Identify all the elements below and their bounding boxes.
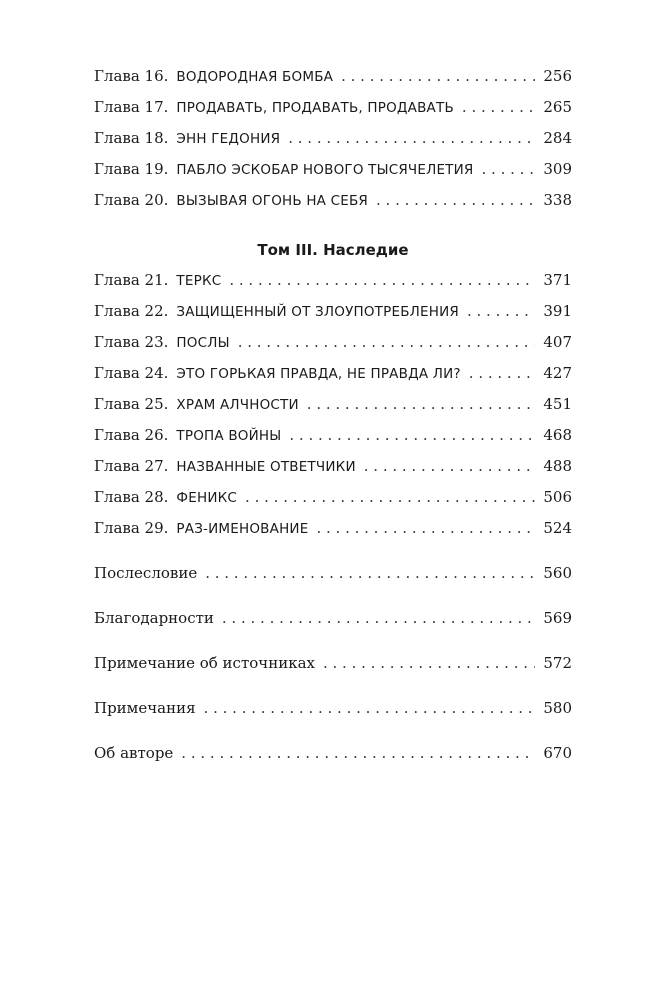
page-number: 569: [543, 609, 572, 627]
dot-leader: [307, 394, 536, 414]
chapter-title: НАЗВАННЫЕ ОТВЕТЧИКИ: [176, 459, 356, 475]
chapter-label: Глава 21.: [94, 271, 169, 289]
toc-entry-chapter-16[interactable]: [94, 66, 572, 87]
chapter-title: ЗАЩИЩЕННЫЙ ОТ ЗЛОУПОТРЕБЛЕНИЯ: [176, 304, 459, 320]
chapter-title: ПРОДАВАТЬ, ПРОДАВАТЬ, ПРОДАВАТЬ: [176, 100, 454, 116]
toc-entry-chapter-21[interactable]: [94, 270, 572, 291]
chapter-title: ПОСЛЫ: [176, 335, 230, 351]
entry-label: Об авторе: [94, 744, 174, 762]
toc-entry-chapter-20[interactable]: [94, 190, 572, 211]
toc-entry-chapter-18[interactable]: [94, 128, 572, 149]
toc-entry-chapter-17[interactable]: [94, 97, 572, 118]
page-number: 572: [543, 654, 572, 672]
page-number: 488: [543, 457, 572, 475]
dot-leader: [376, 190, 535, 210]
toc-entry-note-on-sources[interactable]: [94, 653, 572, 673]
chapter-title: ЭНН ГЕДОНИЯ: [176, 131, 281, 147]
chapter-title: ПАБЛО ЭСКОБАР НОВОГО ТЫСЯЧЕЛЕТИЯ: [176, 162, 474, 178]
dot-leader: [238, 332, 536, 352]
chapter-label: Глава 29.: [94, 519, 169, 537]
page-number: 371: [543, 271, 572, 289]
toc-entry-about-author[interactable]: [94, 743, 572, 763]
dot-leader: [467, 301, 535, 321]
chapter-label: Глава 20.: [94, 191, 169, 209]
chapter-title: ВЫЗЫВАЯ ОГОНЬ НА СЕБЯ: [176, 193, 368, 209]
chapter-title: ТЕРКС: [176, 273, 222, 289]
page-number: 580: [543, 699, 572, 717]
chapter-label: Глава 18.: [94, 129, 169, 147]
chapter-label: Глава 17.: [94, 98, 169, 116]
page-number: 256: [543, 67, 572, 85]
toc-entry-chapter-25[interactable]: [94, 394, 572, 415]
entry-label: Примечание об источниках: [94, 654, 315, 672]
dot-leader: [204, 698, 536, 718]
page-number: 560: [543, 564, 572, 582]
toc-entry-chapter-26[interactable]: [94, 425, 572, 446]
chapter-label: Глава 26.: [94, 426, 169, 444]
page-number: 265: [543, 98, 572, 116]
page-number: 468: [543, 426, 572, 444]
dot-leader: [469, 363, 536, 383]
page-number: 407: [543, 333, 572, 351]
chapter-label: Глава 22.: [94, 302, 169, 320]
dot-leader: [205, 563, 535, 583]
entry-label: Благодарности: [94, 609, 214, 627]
chapter-title: ХРАМ АЛЧНОСТИ: [176, 397, 299, 413]
chapter-title: РАЗ-ИМЕНОВАНИЕ: [176, 521, 309, 537]
chapter-label: Глава 27.: [94, 457, 169, 475]
page-number: 427: [543, 364, 572, 382]
dot-leader: [289, 425, 535, 445]
toc-entry-acknowledgments[interactable]: [94, 608, 572, 628]
chapter-title: ТРОПА ВОЙНЫ: [176, 428, 282, 444]
page-number: 451: [543, 395, 572, 413]
entry-label: Послесловие: [94, 564, 198, 582]
toc-entry-chapter-27[interactable]: [94, 456, 572, 477]
dot-leader: [181, 743, 535, 763]
page-number: 670: [543, 744, 572, 762]
dot-leader: [482, 159, 536, 179]
section-title: Том III. Наследие: [257, 241, 409, 259]
chapter-title: ЭТО ГОРЬКАЯ ПРАВДА, НЕ ПРАВДА ЛИ?: [176, 366, 461, 382]
dot-leader: [288, 128, 535, 148]
page-number: 506: [543, 488, 572, 506]
page-number: 338: [543, 191, 572, 209]
dot-leader: [341, 66, 535, 86]
dot-leader: [316, 518, 535, 538]
page-number: 284: [543, 129, 572, 147]
chapter-label: Глава 23.: [94, 333, 169, 351]
toc-entry-notes[interactable]: [94, 698, 572, 718]
toc-entry-chapter-23[interactable]: [94, 332, 572, 353]
chapter-label: Глава 24.: [94, 364, 169, 382]
entry-label: Примечания: [94, 699, 196, 717]
toc-entry-afterword[interactable]: [94, 563, 572, 583]
toc-entry-chapter-24[interactable]: [94, 363, 572, 384]
chapter-label: Глава 28.: [94, 488, 169, 506]
page-number: 524: [543, 519, 572, 537]
toc-entry-chapter-22[interactable]: [94, 301, 572, 322]
dot-leader: [364, 456, 536, 476]
chapter-title: ВОДОРОДНАЯ БОМБА: [176, 69, 334, 85]
chapter-label: Глава 19.: [94, 160, 169, 178]
toc-entry-chapter-28[interactable]: [94, 487, 572, 508]
page-number: 391: [543, 302, 572, 320]
chapter-title: ФЕНИКС: [176, 490, 238, 506]
dot-leader: [323, 653, 535, 673]
toc-entry-chapter-29[interactable]: [94, 518, 572, 539]
dot-leader: [462, 97, 535, 117]
dot-leader: [229, 270, 535, 290]
toc-entry-chapter-19[interactable]: [94, 159, 572, 180]
page-number: 309: [543, 160, 572, 178]
chapter-label: Глава 16.: [94, 67, 169, 85]
chapter-label: Глава 25.: [94, 395, 169, 413]
dot-leader: [222, 608, 535, 628]
dot-leader: [245, 487, 535, 507]
